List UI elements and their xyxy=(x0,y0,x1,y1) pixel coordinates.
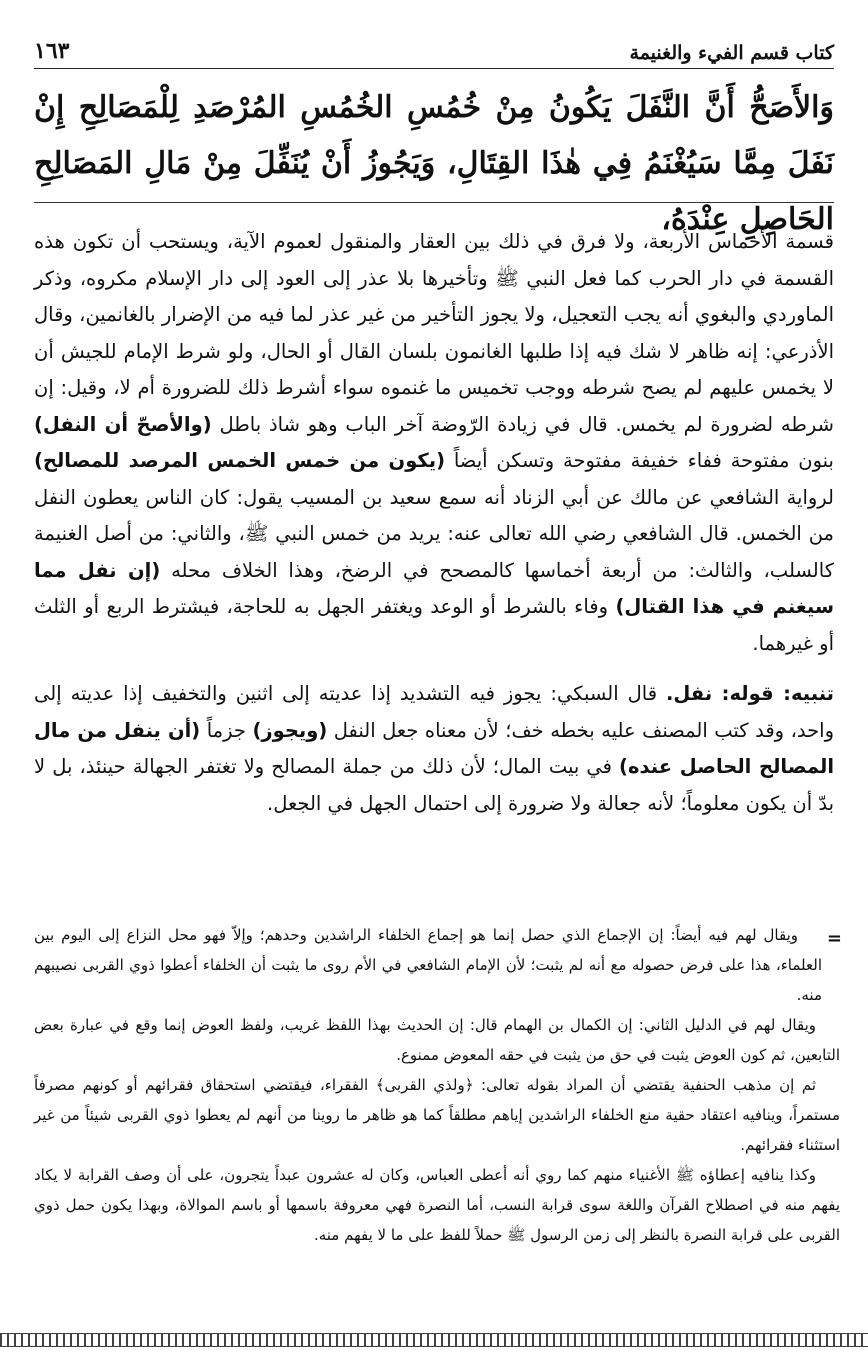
commentary xyxy=(34,224,834,822)
quoted-matn: (إن نفل مما سيغنم في هذا القتال) xyxy=(34,558,834,618)
quoted-matn: (ويجوز) xyxy=(252,718,328,742)
text-run: في بيت المال؛ لأن ذلك من جملة المصالح ولا تغتفر الجهالة حينئذ، بل لا بدّ أن يكون معلوماً؛ لأنه جعالة ولا ضرورة إلى احتمال الجهل في الجعل. xyxy=(34,755,834,815)
text-run: بنون مفتوحة ففاء خفيفة مفتوحة وتسكن أيضاً xyxy=(445,449,834,472)
footnote-paragraph: وكذا ينافيه إعطاؤه ﷺ الأغنياء منهم كما روي أنه أعطى العباس، وكان له عشرون عبداً يتجرون، على أن وصف القرابة لا يكاد يفهم منه في اصطلاح القرآن واللغة سوى قرابة النسب، أما النصرة فهي معروفة باسمها أو باسم الموالاة، وبهذا يكون حمل ذوي القربى على قرابة النصرة بالنظر إلى زمن الرسول ﷺ حملاً للفظ على ما لا يفهم منه. xyxy=(34,1166,840,1244)
text-run: لرواية الشافعي عن مالك عن أبي الزناد أنه سمع سعيد بن المسيب يقول: كان الناس يعطون النفل من الخمس. قال الشافعي رضي الله تعالى عنه: يريد من خمس النبي ﷺ، والثاني: من أصل الغنيمة كالسلب، والثالث: من أربعة أخماسها كالمصحح في الرضخ، وهذا الخلاف محله xyxy=(34,485,834,582)
page-header xyxy=(34,28,834,69)
quoted-matn: (يكون من خمس الخمس المرصد للمصالح) xyxy=(34,449,446,472)
footnote-paragraph: ويقال لهم في الدليل الثاني: إن الكمال بن الهمام قال: إن الحديث بهذا اللفظ غريب، ولفظ العوض إنما وقع في عبارة بعض التابعين، ثم كون العوض يثبت في حق من يثبت في حقه المعوض ممنوع. xyxy=(34,1016,840,1064)
running-title: كتاب قسم الفيء والغنيمة xyxy=(629,42,834,64)
quoted-matn: (أن ينفل من مال المصالح الحاصل عنده) xyxy=(34,718,835,778)
matn-separator xyxy=(34,202,834,203)
footnotes xyxy=(34,920,840,1250)
matn-text: وَالأَصَحُّ أَنَّ النَّفَلَ يَكُونُ مِنْ خُمُسِ الخُمُسِ المُرْصَدِ لِلْمَصَالِحِ إِنْ نَفَلَ مِمَّا سَيُغْنَمُ فِي هٰذَا القِتَالِ، وَيَجُوزُ أَنْ يُنَفِّلَ مِنْ مَالِ المَصَالِحِ الحَاصِلِ عِنْدَهُ، xyxy=(34,90,834,237)
footnote-continuation-marker: = xyxy=(826,928,842,949)
text-run: قسمة الأخماس الأربعة، ولا فرق في ذلك بين العقار والمنقول لعموم الآية، ويستحب أن تكون هذه القسمة في دار الحرب كما فعل النبي ﷺ وتأخيرها بلا عذر إلى العود إلى دار الإسلام مكروه، وذكر الماوردي والبغوي أنه يجب التعجيل، ولا يجوز التأخير من غير عذر لما فيه من الإضرار بالغانمين، وقال الأذرعي: إنه ظاهر لا شك فيه إذا طلبها الغانمون بلسان القال أو الحال، ولو شرط الإمام للجيش أن لا يخمس عليهم لم يصح شرطه ووجب تخميس ما غنموه سواء أشرط ذلك للضرورة أم لا، وقيل: إن شرطه لضرورة لم يخمس. قال في زيادة الرّوضة آخر الباب وهو شاذ باطل xyxy=(34,230,834,436)
quoted-matn: (والأصحّ أن النفل) xyxy=(34,412,212,436)
text-run: وفاء بالشرط أو الوعد ويغتفر الجهل به للحاجة، فيشترط الربع أو الثلث أو غيرهما. xyxy=(34,595,834,655)
commentary-paragraph-1 xyxy=(34,224,834,662)
bottom-ornament-border xyxy=(0,1333,868,1347)
footnote-paragraph: ثم إن مذهب الحنفية يقتضي أن المراد بقوله تعالى: ﴿ولذي القربى﴾ الفقراء، فيقتضي استحقاق فقرائهم أو كونهم مصرفاً مستمراً، وينافيه اعتقاد حقية منع الخلفاء الراشدين إياهم مطلقاً كما هو ظاهر ما روينا من أنهم لم يعطوا ذوي القربى شيئاً من غير استثناء فقرائهم. xyxy=(34,1076,840,1154)
commentary-paragraph-2 xyxy=(34,676,834,822)
footnote-paragraph: ويقال لهم فيه أيضاً: إن الإجماع الذي حصل إنما هو إجماع الخلفاء الراشدين وحدهم؛ وإلاّ فهو محل النزاع إلى اليوم بين العلماء، هذا على فرض حصوله مع أنه لم يثبت؛ لأن الإمام الشافعي في الأم روى ما يثبت أن الخلفاء أعطوا ذوي القربى نصيبهم منه. xyxy=(34,926,822,1004)
note-heading: تنبيه: قوله: نفل. xyxy=(665,682,834,705)
page-number: ١٦٣ xyxy=(34,38,70,64)
text-run: جزماً xyxy=(200,718,253,742)
text-run: قال السبكي: يجوز فيه التشديد إذا عديته إلى اثنين والتخفيف إذا عديته إلى واحد، وقد كتب المصنف عليه بخطه خف؛ لأن معناه جعل النفل xyxy=(34,682,834,742)
